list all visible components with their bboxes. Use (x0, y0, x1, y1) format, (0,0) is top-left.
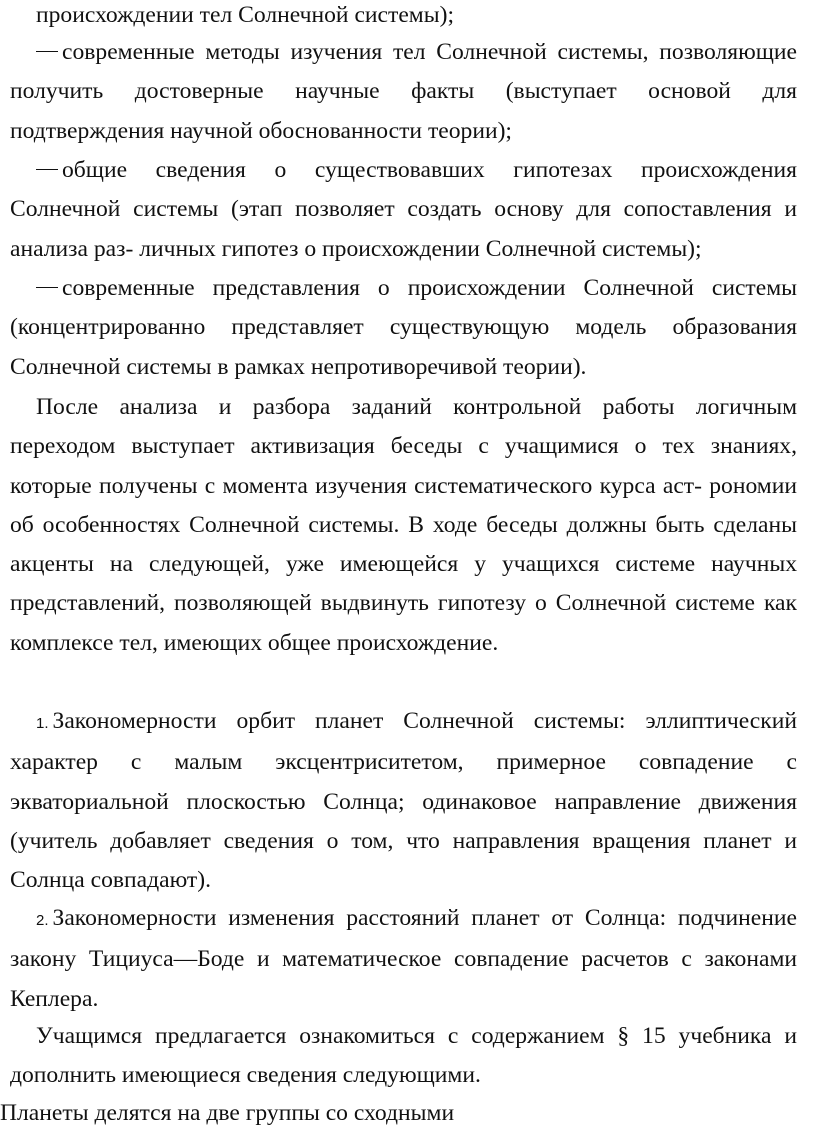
paragraph-text: происхождении тел Солнечной системы); (36, 2, 454, 28)
list-item-text: общие сведения о существовавших гипотезах происхождения Солнечной системы (этап позволяет создать основу для сопоставления и анализа раз- личных гипотез о происхождении Солнечной системы); (10, 157, 797, 262)
em-dash-marker (36, 51, 58, 52)
paragraph-text: Планеты делятся на две группы со сходными (0, 1100, 455, 1126)
list-item-text: Закономерности орбит планет Солнечной системы: эллиптический характер с малым эксцентриситетом, примерное совпадение с экваториальной плоскостью Солнца; одинаковое направление движения (учитель добавляет сведения о том, что направления вращения планет и Солнца совпадают). (10, 708, 797, 894)
item-number: 1. (36, 715, 49, 732)
list-item-text: современные представления о происхождении Солнечной системы (концентрированно представляет существующую модель образования Солнечной системы в рамках непротиворечивой теории). (10, 275, 797, 380)
numbered-item-distances (10, 899, 797, 1019)
list-item-text: Закономерности изменения расстояний планет от Солнца: подчинение закону Тициуса—Боде и математическое совпадение расчетов с законами Кеплера. (10, 905, 797, 1012)
paragraph-text: Учащимся предлагается ознакомиться с содержанием § 15 учебника и дополнить имеющиеся сведения следующими. (10, 1023, 797, 1089)
em-dash-marker (36, 169, 58, 170)
dash-list-item-methods (10, 33, 797, 151)
dash-list-item-hypotheses (10, 151, 797, 269)
paragraph-continuation (36, 0, 797, 35)
numbered-item-orbits (10, 702, 797, 900)
item-number: 2. (36, 912, 49, 929)
paragraph-discussion (10, 388, 797, 663)
list-item-text: современные методы изучения тел Солнечной системы, позволяющие получить достоверные научные факты (выступает основой для подтверждения научной обоснованности теории); (10, 39, 797, 144)
em-dash-marker (36, 287, 58, 288)
dash-list-item-modern-views (10, 269, 797, 387)
paragraph-text: После анализа и разбора заданий контрольной работы логичным переходом выступает активизация беседы с учащимися о тех знаниях, которые получены с момента изучения систематического курса аст- рономии об особенностях Солнечной системы. В ходе беседы должны быть сделаны акценты на следующей, уже имеющейся у учащихся системе научных представлений, позволяющей выдвинуть гипотезу о Солнечной системе как комплексе тел, имеющих общее происхождение. (10, 394, 797, 656)
paragraph-textbook (10, 1017, 797, 1096)
paragraph-planets-groups (0, 1094, 800, 1133)
